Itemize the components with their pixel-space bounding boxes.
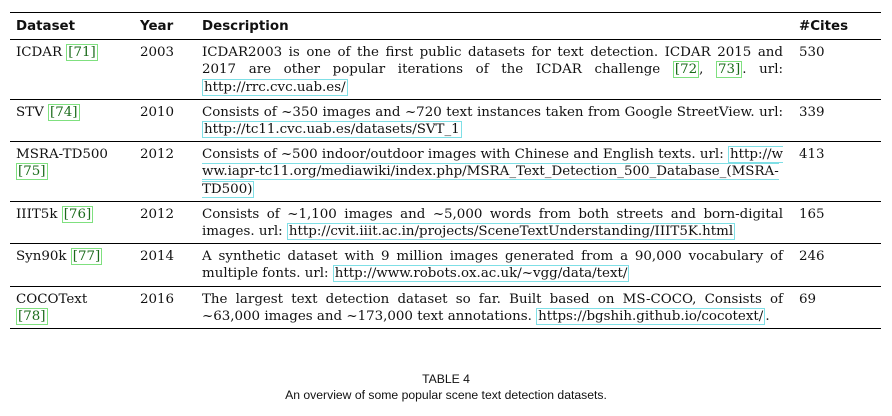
dataset-name: COCOText [16, 291, 88, 307]
url-suffix: . [765, 308, 770, 324]
dataset-cell [10, 142, 134, 202]
year-cell: 2016 [140, 291, 175, 307]
citation-link[interactable]: [75] [18, 164, 46, 180]
table-row [10, 201, 881, 243]
dataset-name: STV [16, 104, 44, 120]
cites-cell: 69 [799, 291, 817, 307]
description-text: Consists of ~350 images and ~720 text instances taken from Google StreetView. url: [202, 104, 783, 120]
cites-cell: 530 [799, 45, 825, 61]
citation-link[interactable]: [71] [68, 45, 96, 61]
url-prefix: . url: [742, 62, 783, 78]
dataset-cell [10, 99, 134, 141]
citation-link[interactable]: [74] [50, 104, 78, 120]
description-text: The largest text detection dataset so far. Built based on MS-COCO, Consists of ~63,000 images and ~173,000 text annotations. [202, 291, 783, 324]
citation-link[interactable]: [72 [674, 62, 698, 78]
table-caption-label: TABLE 4 [422, 372, 470, 386]
dataset-name: Syn90k [16, 249, 67, 265]
description-text: Consists of ~500 indoor/outdoor images with Chinese and English texts. url: [202, 147, 729, 163]
description-cell: ICDAR2003 is one of the first public datasets for text detection. ICDAR 2015 and 2017 are other popular iterations of the ICDAR challenge [72 , 73] . url: http://rrc.cvc.uab.es/ [202, 45, 783, 95]
description-text: A synthetic dataset with 9 million images generated from a 90,000 vocabulary of multiple fonts. url: [202, 249, 783, 282]
header-cites: #Cites [799, 19, 849, 34]
dataset-cell [10, 201, 134, 243]
url-link[interactable]: https://bgshih.github.io/cocotext/ [538, 308, 764, 324]
header-year: Year [140, 19, 174, 34]
year-cell: 2014 [140, 249, 175, 265]
table-row [10, 99, 881, 141]
year-cell: 2003 [140, 45, 175, 61]
header-dataset: Dataset [16, 19, 76, 34]
cites-cell: 339 [799, 104, 825, 120]
table-header-row [10, 13, 881, 40]
url-link[interactable]: http://www.iapr-tc11.org/mediawiki/index.php/MSRA_Text_Detection_500_Database_(MSRA-TD500) [202, 147, 783, 197]
url-link[interactable]: http://www.robots.ox.ac.uk/~vgg/data/text/ [334, 266, 628, 282]
table-row [10, 142, 881, 202]
table-caption-text: An overview of some popular scene text detection datasets. [285, 388, 607, 402]
description-cell [196, 201, 793, 243]
table-row [10, 244, 881, 286]
year-cell: 2012 [140, 147, 175, 163]
description-text: Consists of ~1,100 images and ~5,000 words from both streets and born-digital images. url: [202, 206, 783, 240]
citation-link[interactable]: [76] [63, 206, 92, 222]
cites-cell: 246 [799, 249, 825, 265]
table-row [10, 286, 881, 328]
url-link[interactable]: http://tc11.cvc.uab.es/datasets/SVT_1 [204, 122, 460, 138]
description-text: ICDAR2003 is one of the first public datasets for text detection. ICDAR 2015 and 2017 are other popular iterations of the ICDAR challenge [202, 45, 783, 78]
dataset-name: MSRA-TD500 [16, 147, 108, 163]
cites-cell: 165 [799, 206, 825, 222]
table-row [10, 40, 881, 100]
datasets-table-container [10, 12, 881, 329]
url-link[interactable]: http://rrc.cvc.uab.es/ [204, 79, 346, 95]
year-cell: 2010 [140, 104, 175, 120]
cites-cell: 413 [799, 147, 825, 163]
dataset-name: ICDAR [16, 45, 63, 61]
citation-link[interactable]: 73] [718, 62, 741, 78]
description-cell [196, 286, 793, 328]
description-cell [196, 99, 793, 141]
datasets-table [10, 12, 881, 329]
header-description: Description [202, 19, 289, 34]
description-cell [196, 142, 793, 202]
dataset-cell [10, 40, 134, 100]
dataset-cell [10, 286, 134, 328]
citation-link[interactable]: [77] [72, 249, 101, 265]
dataset-cell [10, 244, 134, 286]
url-link[interactable]: http://cvit.iiit.ac.in/projects/SceneTextUnderstanding/IIIT5K.html [288, 224, 734, 240]
year-cell: 2012 [140, 206, 175, 222]
dataset-name: IIIT5k [16, 206, 58, 222]
citation-link[interactable]: [78] [18, 308, 46, 324]
description-cell [196, 244, 793, 286]
